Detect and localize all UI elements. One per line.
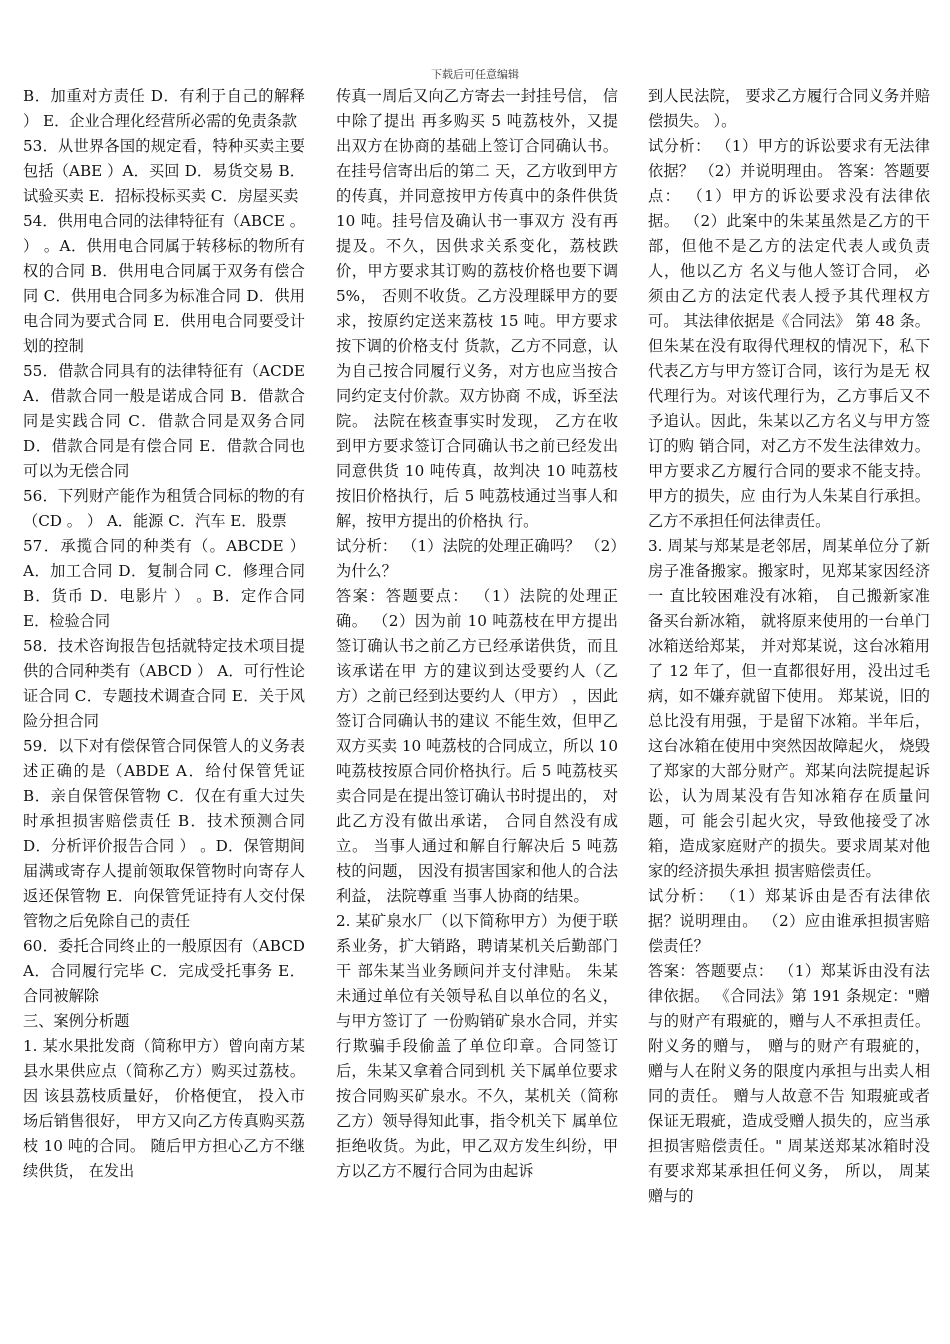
paragraph: 答案：答题要点： （1）法院的处理正确。 （2）因为前 10 吨荔枝在甲方提出签订确认书之前乙方已经承诺供货，而且该承诺在甲 方的建议到达受要约人（乙方）之前已经到达要约人（甲方） ，因此签订合同确认书的建议 不能生效，但甲乙双方买卖 10 吨荔枝的合同成立，所以 10 吨荔枝按原合同价格执行。后 5 吨荔枝买卖合同是在提出签订确认书时提出的， 对此乙方没有做出承诺， 合同自然没有成立。 当事人通过和解自行解决后 5 吨荔枝的问题， 因没有损害国家和他人的合法利益， 法院尊重 当事人协商的结果。: [336, 587, 618, 905]
paragraph: 2. 某矿泉水厂（以下简称甲方）为便于联系业务，扩大销路，聘请某机关后勤部门干 部朱某当业务顾问并支付津贴。 朱某未通过单位有关领导私自以单位的名义， 与甲方签订了 一份购销矿泉水合同，并实行欺骗手段偷盖了单位印章。合同签订后，朱某又拿着合同到机 关下属单位要求按合同购买矿泉水。不久，某机关（简称乙方）领导得知此事，指令机关下 属单位拒绝收货。为此，甲乙双方发生纠纷，甲方以乙方不履行合同为由起诉: [336, 912, 618, 1180]
paragraph: 59．以下对有偿保管合同保管人的义务表述正确的是（ABDE A．给付保管凭证 B．亲自保管保管物 C．仅在有重大过失时承担损害赔偿责任 B．技术预测合同 D．分析评价报告合同 ） 。D．保管期间届满或寄存人提前领取保管物时向寄存人返还保管物 E．向保管凭证持有人交付保管物之后免除自己的责任: [23, 737, 305, 930]
page-header: 下载后可任意编辑: [431, 68, 519, 81]
paragraph: 53．从世界各国的规定看，特种买卖主要包括（ABE ）A．买回 D．易货交易 B．试验买卖 E．招标投标买卖 C．房屋买卖: [23, 137, 305, 205]
paragraph: 58．技术咨询报告包括就特定技术项目提供的合同种类有（ABCD ） A．可行性论证合同 C．专题技术调查合同 E．关于风险分担合同: [23, 637, 305, 730]
paragraph: 答案：答题要点： （1）郑某诉由没有法律依据。 《合同法》第 191 条规定："赠与的财产有瑕疵的，赠与人不承担责任。附义务的赠与， 赠与的财产有瑕疵的， 赠与人在附义务的限度内承担与出卖人相同的责任。 赠与人故意不告 知瑕疵或者保证无瑕疵，造成受赠人损失的，应当承担损害赔偿责任。" 周某送郑某冰箱时没有要求郑某承担任何义务， 所以， 周某赠与的: [648, 962, 930, 1205]
paragraph: 3. 周某与郑某是老邻居，周某单位分了新房子准备搬家。搬家时，见郑某家因经济一 直比较困难没有冰箱， 自己搬新家准备买台新冰箱， 就将原来使用的一台单门冰箱送给郑某， 并对郑某说，这台冰箱用了 12 年了，但一直都很好用，没出过毛病，如不嫌弃就留下使用。 郑某说，旧的总比没有用强，于是留下冰箱。半年后，这台冰箱在使用中突然因故障起火， 烧毁了郑家的大部分财产。郑某向法院提起诉讼，认为周某没有告知冰箱存在质量问题，可 能会引起火灾，导致他接受了冰箱，造成家庭财产的损失。要求周某对他家的经济损失承担 损害赔偿责任。: [648, 537, 930, 880]
paragraph: 试分析： （1）甲方的诉讼要求有无法律依据？ （2）并说明理由。 答案：答题要点： （1）甲方的诉讼要求没有法律依据。 （2）此案中的朱某虽然是乙方的干部，但他不是乙方的法定代表人或负责人，他以乙方 名义与他人签订合同， 必须由乙方的法定代表人授予其代理权方可。 其法律依据是《合同法》 第 48 条。但朱某在没有取得代理权的情况下，私下代表乙方与甲方签订合同，该行为是无 权代理行为。对该代理行为，乙方事后又不予追认。因此，朱某以乙方名义与甲方签订的购 销合同，对乙方不发生法律效力。甲方要求乙方履行合同的要求不能支持。甲方的损失，应 由行为人朱某自行承担。乙方不承担任何法律责任。: [648, 137, 930, 530]
paragraph: 54．供用电合同的法律特征有（ABCE 。 ） 。A．供用电合同属于转移标的物所有权的合同 B．供用电合同属于双务有偿合同 C．供用电合同多为标准合同 D．供用电合同为要式合同 E．供用电合同要受计划的控制: [23, 212, 305, 355]
paragraph: 60．委托合同终止的一般原因有（ABCD A．合同履行完毕 C．完成受托事务 E．合同被解除: [23, 937, 305, 1005]
paragraph: 到人民法院， 要求乙方履行合同义务并赔偿损失。 ）。: [648, 87, 930, 130]
text-column-left: [23, 84, 305, 1334]
text-column-right: [648, 84, 930, 1334]
section-heading: 三、案例分析题: [23, 1012, 130, 1030]
paragraph: 56．下列财产能作为租赁合同标的物的有（CD 。 ） A．能源 C．汽车 E．股票: [23, 487, 305, 530]
text-column-middle: [336, 84, 618, 1334]
paragraph: 55．借款合同具有的法律特征有（ACDE A．借款合同一般是诺成合同 B．借款合同是实践合同 C．借款合同是双务合同 D．借款合同是有偿合同 E．借款合同也可以为无偿合同: [23, 362, 305, 480]
paragraph: 57．承揽合同的种类有（。ABCDE ）A．加工合同 D．复制合同 C．修理合同 B．货币 D．电影片 ） 。B．定作合同 E．检验合同: [23, 537, 305, 630]
paragraph: 试分析： （1）郑某诉由是否有法律依据？说明理由。 （2）应由谁承担损害赔偿责任？: [648, 887, 930, 955]
paragraph: 1. 某水果批发商（简称甲方）曾向南方某县水果供应点（简称乙方）购买过荔枝。因 该县荔枝质量好， 价格便宜， 投入市场后销售很好， 甲方又向乙方传真购买荔枝 10 吨的合同。 随后甲方担心乙方不继续供货， 在发出: [23, 1037, 305, 1180]
paragraph: B．加重对方责任 D．有利于自己的解释 ） E．企业合理化经营所必需的免责条款: [23, 87, 305, 130]
paragraph: 传真一周后又向乙方寄去一封挂号信， 信中除了提出 再多购买 5 吨荔枝外，又提出双方在协商的基础上签订合同确认书。在挂号信寄出后的第二 天，乙方收到甲方的传真，并同意按甲方传真中的条件供货 10 吨。挂号信及确认书一事双方 没有再提及。不久，因供求关系变化，荔枝跌价，甲方要求其订购的荔枝价格也要下调 5%， 否则不收货。乙方没理睬甲方的要求，按原约定送来荔枝 15 吨。甲方要求按下调的价格支付 货款，乙方不同意，认为自己按合同履行义务，对方也应当按合同约定支付价款。双方协商 不成，诉至法院。 法院在核查事实时发现， 乙方在收到甲方要求签订合同确认书之前已经发出同意供货 10 吨传真，故判决 10 吨荔枝按旧价格执行，后 5 吨荔枝通过当事人和解，按甲方提出的价格执 行。: [336, 87, 618, 530]
paragraph: 试分析： （1）法院的处理正确吗？ （2）为什么？: [336, 537, 618, 580]
